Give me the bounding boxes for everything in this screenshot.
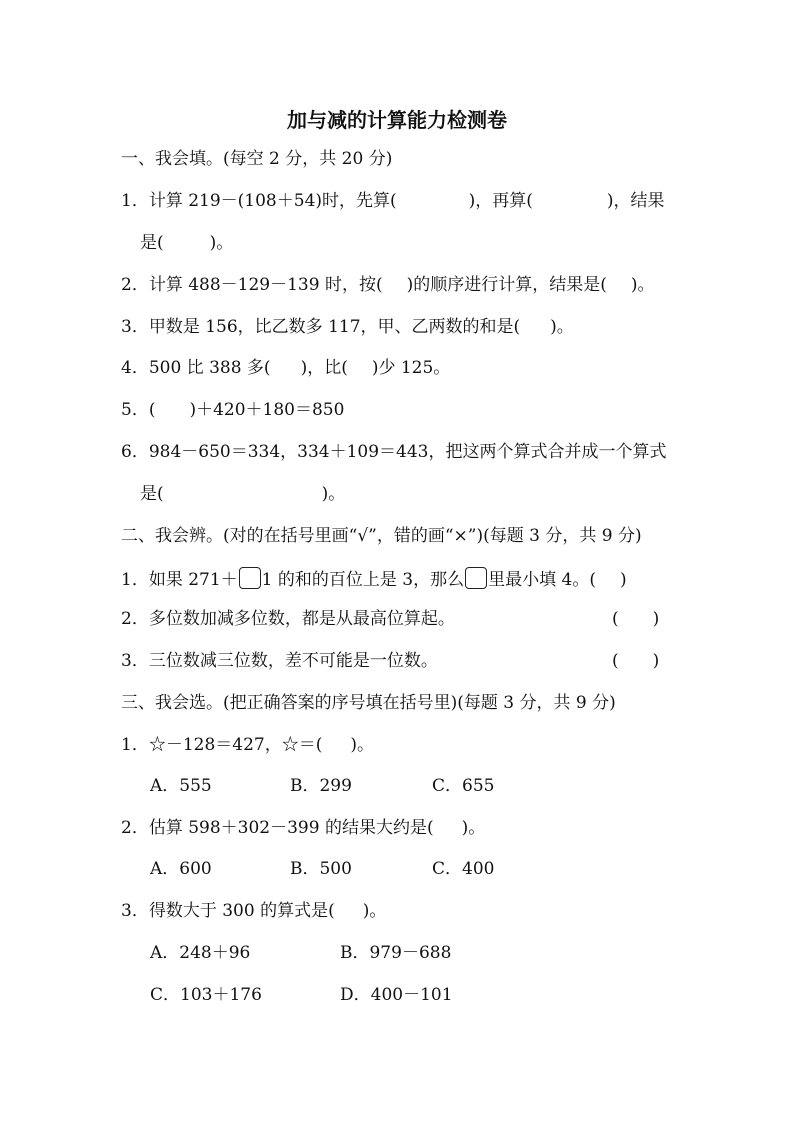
- option-b[interactable]: B．500: [290, 859, 352, 879]
- s3-q2-text-a: 2．估算 598＋302－399 的结果大约是(: [121, 818, 434, 838]
- s1-question-4: [121, 357, 450, 379]
- s3-question-1: [121, 734, 374, 756]
- s1-q2-text-b: )的顺序进行计算，结果是(: [406, 275, 607, 295]
- answer-blank[interactable]: [335, 900, 363, 918]
- answer-blank[interactable]: [348, 357, 372, 375]
- option-c[interactable]: C．103＋176: [150, 985, 262, 1005]
- s1-q4-text-b: )，比(: [300, 358, 348, 378]
- s3-q2-text-b: )。: [461, 818, 486, 838]
- s2-q2-answer-paren[interactable]: ( ): [612, 609, 660, 629]
- s3-q3-options-row1: [150, 942, 451, 964]
- digit-box[interactable]: [239, 567, 261, 589]
- s1-q6-text-b: 是(: [140, 484, 164, 504]
- s3-q3-options-row2: [150, 984, 453, 1006]
- s1-question-3: [121, 316, 574, 338]
- s2-q3-answer-paren[interactable]: ( ): [612, 651, 660, 671]
- s1-question-2: [121, 274, 655, 296]
- s3-q3-text-b: )。: [362, 901, 387, 921]
- option-d[interactable]: D．400－101: [340, 985, 453, 1005]
- answer-blank[interactable]: [596, 569, 620, 587]
- option-b[interactable]: B．979－688: [340, 943, 452, 963]
- answer-blank[interactable]: [533, 190, 607, 208]
- s1-q2-text-a: 2．计算 488－129－139 时，按(: [121, 275, 383, 295]
- s3-question-3: [121, 900, 386, 922]
- answer-blank[interactable]: [164, 232, 210, 250]
- s1-q5-text-a: 5．(: [121, 400, 156, 420]
- s2-q1-text-b: 1 的和的百位上是 3，那么: [261, 570, 465, 590]
- page-title: 加与减的计算能力检测卷: [287, 108, 507, 132]
- section-1-heading: 一、我会填。(每空 2 分，共 20 分): [121, 149, 393, 169]
- s1-q4-text-c: )少 125。: [371, 358, 451, 378]
- answer-blank[interactable]: [164, 483, 322, 501]
- s1-q1-text-d: 是(: [140, 233, 164, 253]
- option-a[interactable]: A．555: [150, 776, 212, 796]
- digit-box[interactable]: [465, 567, 487, 589]
- s1-q6-text-c: )。: [321, 484, 346, 504]
- option-a[interactable]: A．248＋96: [150, 943, 251, 963]
- s3-q1-text-b: )。: [350, 735, 374, 755]
- s1-q1-text-c: )，结果: [606, 191, 665, 211]
- answer-blank[interactable]: [155, 399, 189, 417]
- section-3-heading: 三、我会选。(把正确答案的序号填在括号里)(每题 3 分，共 9 分): [121, 693, 616, 713]
- option-c[interactable]: C．400: [432, 859, 495, 879]
- s1-question-6-cont: [140, 483, 345, 505]
- s1-q4-text-a: 4．500 比 388 多(: [121, 358, 271, 378]
- s3-q1-text-a: 1．☆－128＝427，☆＝(: [121, 735, 323, 755]
- s1-q2-text-c: )。: [630, 275, 655, 295]
- s2-question-2: 2．多位数加减多位数，都是从最高位算起。: [121, 609, 455, 629]
- answer-blank[interactable]: [383, 274, 407, 292]
- s3-q3-text-a: 3．得数大于 300 的算式是(: [121, 901, 335, 921]
- answer-blank[interactable]: [434, 817, 462, 835]
- s1-q6-text-a: 6．984－650＝334，334＋109＝443，把这两个算式合并成一个算式: [121, 442, 667, 462]
- s1-question-1: [121, 190, 665, 212]
- s1-question-6: [121, 441, 667, 463]
- option-b[interactable]: B．299: [290, 776, 352, 796]
- option-c[interactable]: C．655: [432, 776, 495, 796]
- s2-q1-text-a: 1．如果 271＋: [121, 570, 238, 590]
- s1-q5-text-b: )＋420＋180＝850: [189, 400, 345, 420]
- s1-question-1-cont: [140, 232, 233, 254]
- option-a[interactable]: A．600: [150, 859, 212, 879]
- s2-q1-text-c: 里最小填 4。(: [488, 570, 596, 590]
- s3-q1-options: [150, 775, 494, 797]
- section-2-heading: 二、我会辨。(对的在括号里画“√”，错的画“×”)(每题 3 分，共 9 分): [121, 526, 642, 546]
- s1-q1-text-e: )。: [209, 233, 234, 253]
- s1-question-5: [121, 399, 344, 421]
- s1-q3-text-b: )。: [550, 317, 574, 337]
- s2-question-1: [121, 567, 627, 589]
- s1-q1-text-a: 1．计算 219－(108＋54)时，先算(: [121, 191, 397, 211]
- s2-q1-text-d: ): [619, 570, 627, 590]
- answer-blank[interactable]: [322, 734, 350, 752]
- s3-q2-options: [150, 858, 494, 880]
- s3-question-2: [121, 817, 485, 839]
- s1-q1-text-b: )，再算(: [468, 191, 533, 211]
- answer-blank[interactable]: [607, 274, 631, 292]
- s1-q3-text-a: 3．甲数是 156，比乙数多 117，甲、乙两数的和是(: [121, 317, 521, 337]
- answer-blank[interactable]: [271, 357, 301, 375]
- answer-blank[interactable]: [397, 190, 469, 208]
- s2-question-3: 3．三位数减三位数，差不可能是一位数。: [121, 651, 438, 671]
- answer-blank[interactable]: [520, 316, 550, 334]
